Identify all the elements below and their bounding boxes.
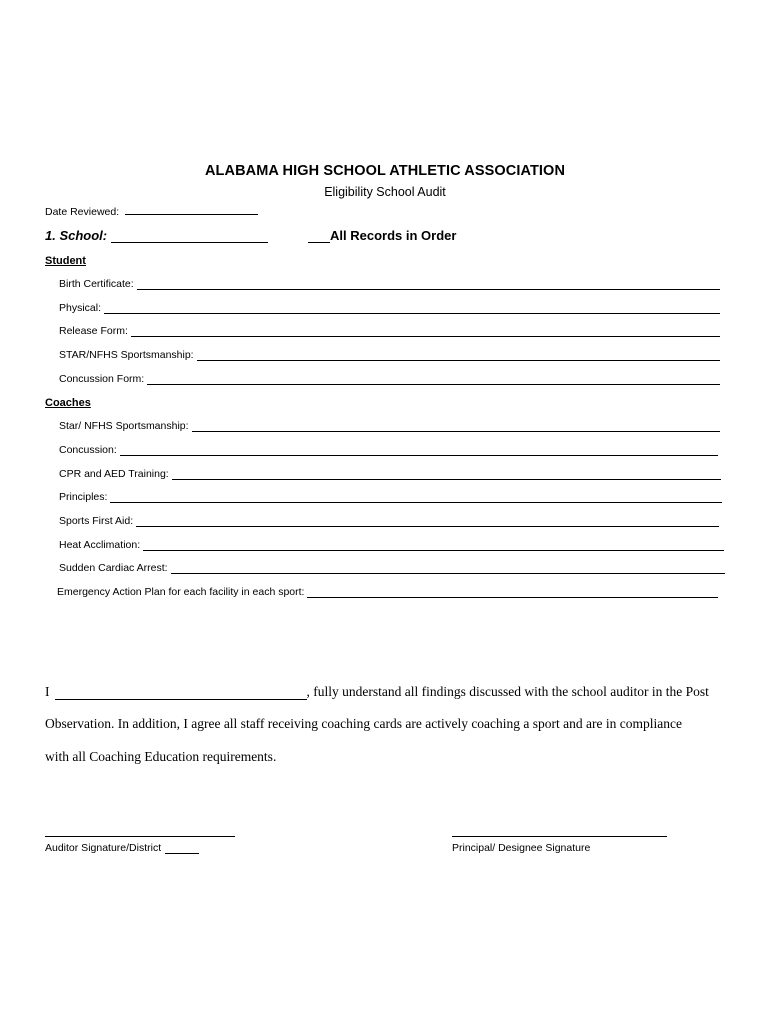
coaches-row-sudden-cardiac-arrest	[59, 562, 725, 574]
field-line[interactable]	[197, 350, 720, 361]
field-label: Physical:	[59, 302, 102, 314]
field-label: Heat Acclimation:	[59, 539, 141, 551]
field-line[interactable]	[147, 374, 720, 385]
coaches-row-heat-acclimation	[59, 539, 724, 551]
school-label: 1. School:	[45, 228, 108, 243]
field-line[interactable]	[104, 303, 720, 314]
field-line[interactable]	[307, 587, 718, 598]
coaches-heading: Coaches	[45, 397, 91, 409]
principal-signature-line[interactable]	[452, 826, 667, 837]
auditor-signature-label: Auditor Signature/District	[45, 842, 162, 854]
school-name-line[interactable]	[111, 232, 268, 243]
field-line[interactable]	[131, 326, 720, 337]
student-row-birth-certificate	[59, 278, 720, 290]
form-subtitle: Eligibility School Audit	[324, 185, 446, 199]
field-label: Sports First Aid:	[59, 515, 134, 527]
field-line[interactable]	[172, 469, 721, 480]
date-reviewed-field	[45, 204, 258, 218]
field-label: Principles:	[59, 491, 108, 503]
field-label: Birth Certificate:	[59, 278, 134, 290]
field-label: STAR/NFHS Sportsmanship:	[59, 349, 194, 361]
field-line[interactable]	[143, 540, 724, 551]
coaches-row-principles	[59, 491, 722, 503]
statement-line-1-text: , fully understand all findings discussed with the school auditor in the Post	[306, 684, 709, 699]
auditor-signature-line[interactable]	[45, 826, 235, 837]
field-label: CPR and AED Training:	[59, 468, 169, 480]
field-label: Sudden Cardiac Arrest:	[59, 562, 168, 574]
school-field	[45, 228, 268, 243]
field-line[interactable]	[137, 279, 720, 290]
student-heading: Student	[45, 255, 86, 267]
field-line[interactable]	[120, 445, 718, 456]
date-reviewed-label: Date Reviewed:	[45, 206, 120, 218]
field-label: Emergency Action Plan for each facility in each sport:	[57, 586, 305, 598]
field-label: Release Form:	[59, 325, 128, 337]
auditor-signature-field	[45, 842, 199, 854]
coaches-row-concussion	[59, 444, 718, 456]
student-row-concussion-form	[59, 373, 720, 385]
coaches-row-sports-first-aid	[59, 515, 719, 527]
coaches-row-sportsmanship	[59, 420, 720, 432]
all-records-label: All Records in Order	[330, 228, 457, 243]
student-row-physical	[59, 302, 720, 314]
field-line[interactable]	[136, 516, 719, 527]
all-records-field	[308, 228, 456, 243]
statement-name-line[interactable]	[55, 687, 307, 700]
district-line[interactable]	[165, 843, 199, 854]
coaches-row-emergency-action-plan	[57, 586, 718, 598]
statement-line-1	[45, 684, 709, 700]
field-line[interactable]	[171, 563, 725, 574]
field-label: Concussion Form:	[59, 373, 145, 385]
student-row-release-form	[59, 325, 720, 337]
student-row-sportsmanship	[59, 349, 720, 361]
form-title: ALABAMA HIGH SCHOOL ATHLETIC ASSOCIATION	[204, 163, 566, 179]
principal-signature-label: Principal/ Designee Signature	[452, 842, 591, 854]
statement-line-2: Observation. In addition, I agree all staff receiving coaching cards are actively coaching a sport and are in compliance	[45, 716, 682, 731]
field-line[interactable]	[192, 421, 720, 432]
statement-line-3: with all Coaching Education requirements.	[45, 749, 277, 764]
all-records-check-line[interactable]	[308, 232, 330, 243]
field-line[interactable]	[110, 492, 722, 503]
coaches-row-cpr-aed	[59, 468, 721, 480]
statement-prefix: I	[45, 684, 50, 699]
field-label: Concussion:	[59, 444, 117, 456]
field-label: Star/ NFHS Sportsmanship:	[59, 420, 189, 432]
date-reviewed-line[interactable]	[125, 204, 258, 215]
